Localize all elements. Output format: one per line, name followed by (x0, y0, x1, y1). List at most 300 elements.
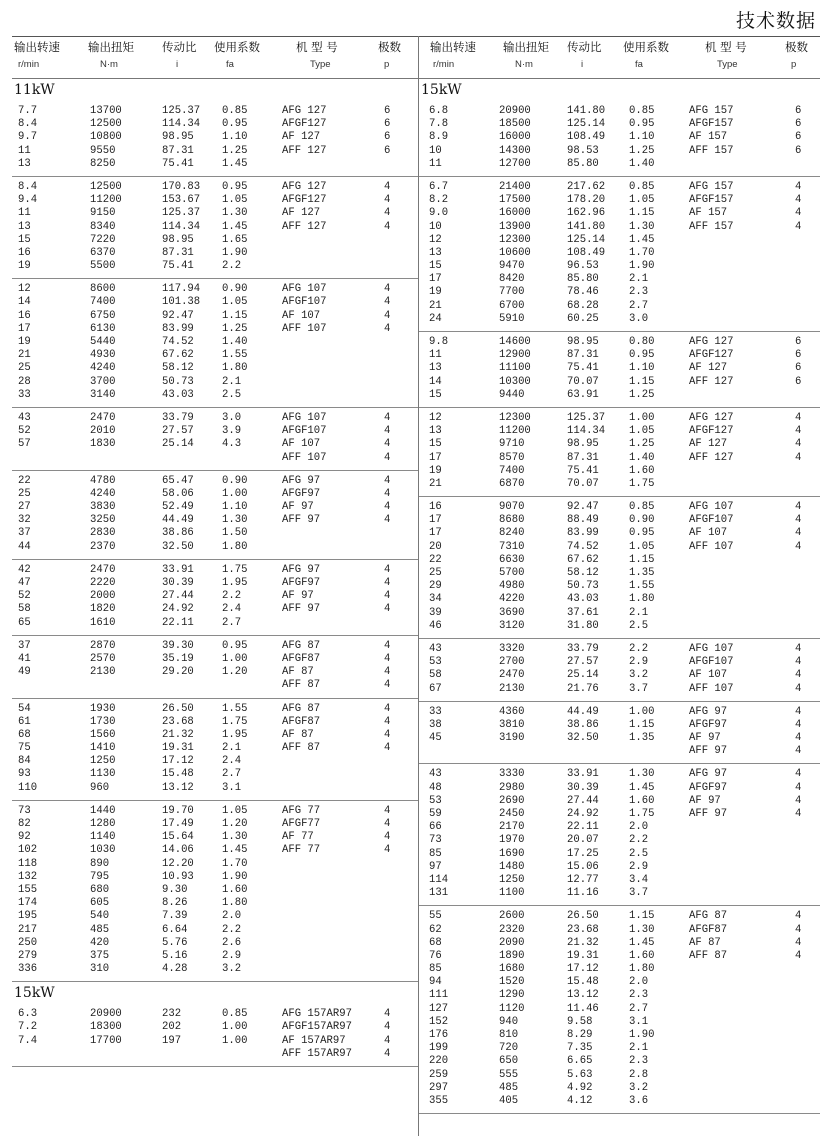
cell-speed: 17 (429, 451, 442, 464)
cell-speed: 355 (429, 1094, 449, 1107)
cell-ratio: 96.53 (567, 260, 599, 273)
cell-speed: 6.7 (429, 180, 449, 193)
header-poles: 极数 (378, 40, 401, 54)
cell-service-factor: 1.30 (629, 923, 655, 936)
cell-torque: 3140 (90, 388, 116, 401)
cell-service-factor: 1.90 (222, 870, 248, 883)
cell-torque: 2130 (499, 682, 525, 695)
cell-speed: 67 (429, 682, 442, 695)
cell-torque: 680 (90, 883, 110, 896)
cell-poles: 4 (384, 474, 391, 487)
cell-poles: 6 (795, 362, 802, 375)
cell-torque: 4240 (90, 487, 116, 500)
cell-service-factor: 1.95 (222, 577, 248, 589)
cell-poles: 4 (384, 639, 391, 652)
cell-speed: 29 (429, 580, 442, 593)
cell-model-type: AF 107 (689, 669, 728, 682)
cell-speed: 25 (18, 362, 31, 375)
cell-speed: 217 (18, 923, 38, 936)
cell-speed: 19 (18, 336, 31, 348)
cell-service-factor: 1.10 (222, 501, 248, 514)
cell-torque: 1120 (499, 1002, 525, 1015)
cell-ratio: 125.14 (567, 233, 606, 246)
cell-poles: 4 (795, 180, 802, 193)
cell-model-type: AF 97 (282, 590, 314, 603)
cell-ratio: 22.11 (567, 821, 599, 834)
cell-torque: 810 (499, 1029, 519, 1041)
cell-model-type: AF 107 (282, 309, 321, 322)
unit-ratio: i (581, 59, 584, 70)
cell-model-type: AFG 87 (282, 702, 321, 715)
cell-torque: 18500 (499, 118, 531, 131)
cell-speed: 43 (429, 642, 442, 655)
cell-torque: 890 (90, 857, 110, 870)
table-row (12, 362, 418, 375)
cell-model-type: AFG 87 (689, 910, 728, 923)
table-group (419, 408, 820, 497)
cell-model-type: AFGF157AR97 (282, 1021, 352, 1034)
cell-speed: 297 (429, 1081, 449, 1094)
cell-torque: 8600 (90, 283, 116, 296)
cell-speed: 43 (429, 768, 442, 781)
cell-poles: 4 (384, 1008, 391, 1021)
cell-ratio: 9.58 (567, 1015, 593, 1028)
cell-poles: 6 (795, 131, 802, 144)
cell-speed: 41 (18, 652, 31, 665)
cell-speed: 131 (429, 887, 449, 900)
cell-torque: 1130 (90, 768, 116, 781)
cell-ratio: 15.06 (567, 860, 599, 873)
cell-speed: 53 (429, 794, 442, 807)
cell-poles: 4 (795, 682, 802, 695)
unit-ratio: i (176, 59, 179, 70)
cell-service-factor: 3.0 (629, 312, 649, 325)
cell-torque: 2470 (90, 411, 116, 424)
cell-speed: 21 (429, 477, 442, 490)
cell-torque: 4780 (90, 474, 116, 487)
cell-ratio: 43.03 (162, 388, 194, 401)
table-row (12, 1008, 418, 1021)
cell-ratio: 15.48 (162, 768, 194, 781)
cell-ratio: 85.80 (567, 157, 599, 170)
cell-service-factor: 2.3 (629, 989, 649, 1002)
cell-speed: 21 (429, 299, 442, 312)
table-group (419, 332, 820, 408)
cell-speed: 58 (18, 603, 31, 616)
cell-service-factor: 3.1 (629, 1015, 649, 1028)
cell-ratio: 67.62 (162, 349, 194, 362)
cell-speed: 22 (18, 474, 31, 487)
cell-poles: 4 (384, 831, 391, 844)
table-row (419, 158, 820, 171)
cell-model-type: AFF 87 (689, 949, 728, 962)
table-group (12, 177, 418, 279)
cell-service-factor: 3.7 (629, 682, 649, 695)
table-row (12, 897, 418, 910)
cell-speed: 12 (429, 233, 442, 246)
table-row (12, 412, 418, 425)
cell-torque: 5910 (499, 312, 525, 325)
cell-model-type: AFG 107 (282, 411, 327, 424)
cell-service-factor: 1.00 (222, 652, 248, 665)
cell-model-type: AFGF157 (689, 194, 734, 207)
cell-service-factor: 2.8 (629, 1068, 649, 1081)
cell-model-type: AFF 87 (282, 742, 321, 755)
cell-service-factor: 1.20 (222, 666, 248, 679)
table-row (419, 768, 820, 781)
cell-speed: 17 (429, 273, 442, 286)
cell-ratio: 114.34 (162, 118, 201, 131)
cell-speed: 19 (429, 286, 442, 299)
cell-torque: 12700 (499, 157, 531, 170)
cell-ratio: 92.47 (567, 501, 599, 514)
cell-poles: 4 (384, 652, 391, 665)
cell-model-type: AFG 157 (689, 180, 734, 193)
cell-poles: 4 (384, 220, 391, 233)
table-row (419, 808, 820, 821)
cell-speed: 118 (18, 857, 38, 870)
cell-poles: 6 (795, 118, 802, 131)
cell-service-factor: 2.5 (629, 619, 649, 632)
table-row (419, 452, 820, 465)
cell-ratio: 117.94 (162, 283, 201, 296)
cell-poles: 4 (384, 844, 391, 857)
cell-model-type: AFF 107 (282, 322, 327, 335)
cell-poles: 4 (384, 1047, 391, 1060)
table-row (12, 475, 418, 488)
table-row (419, 412, 820, 425)
cell-torque: 14300 (499, 144, 531, 157)
cell-speed: 9.0 (429, 207, 449, 220)
cell-service-factor: 3.9 (222, 425, 242, 438)
cell-service-factor: 1.95 (222, 728, 248, 741)
cell-poles: 4 (384, 702, 391, 715)
cell-service-factor: 2.7 (629, 299, 649, 312)
cell-ratio: 38.86 (162, 527, 194, 540)
cell-service-factor: 1.30 (222, 514, 248, 527)
cell-service-factor: 0.90 (629, 514, 655, 527)
header-speed: 输出转速 (430, 40, 476, 54)
cell-speed: 132 (18, 870, 38, 883)
cell-torque: 9070 (499, 501, 525, 514)
cell-torque: 2570 (90, 652, 116, 665)
cell-ratio: 50.73 (162, 375, 194, 388)
cell-poles: 4 (795, 768, 802, 781)
cell-ratio: 44.49 (162, 514, 194, 527)
cell-service-factor: 0.90 (222, 474, 248, 487)
cell-torque: 3700 (90, 375, 116, 388)
cell-torque: 4360 (499, 705, 525, 718)
cell-model-type: AFGF87 (282, 715, 321, 728)
table-row (12, 296, 418, 309)
cell-torque: 8240 (499, 527, 525, 540)
table-row (419, 118, 820, 131)
cell-ratio: 38.86 (567, 718, 599, 731)
table-row (419, 438, 820, 451)
right-table (419, 38, 820, 1114)
cell-service-factor: 1.10 (222, 131, 248, 144)
cell-poles: 4 (384, 194, 391, 207)
cell-model-type: AFGF77 (282, 818, 321, 830)
cell-ratio: 19.31 (162, 742, 194, 755)
cell-speed: 176 (429, 1029, 449, 1041)
table-row (12, 145, 418, 158)
power-label: 11kW (14, 82, 55, 98)
cell-torque: 5440 (90, 336, 116, 348)
cell-model-type: AF 87 (282, 728, 314, 741)
table-row (419, 234, 820, 247)
cell-service-factor: 1.70 (222, 857, 248, 870)
table-row (12, 376, 418, 389)
table-row (12, 527, 418, 540)
cell-service-factor: 1.25 (629, 144, 655, 157)
table-group (419, 101, 820, 177)
cell-torque: 375 (90, 949, 110, 962)
table-row (419, 567, 820, 580)
cell-ratio: 20.07 (567, 834, 599, 847)
table-row (419, 963, 820, 976)
cell-ratio: 98.95 (567, 438, 599, 451)
cell-service-factor: 3.2 (629, 669, 649, 682)
cell-torque: 10600 (499, 246, 531, 259)
cell-poles: 4 (384, 1034, 391, 1047)
cell-torque: 7400 (499, 464, 525, 477)
cell-service-factor: 1.45 (629, 936, 655, 949)
cell-torque: 1890 (499, 949, 525, 962)
cell-service-factor: 1.60 (629, 794, 655, 807)
cell-service-factor: 2.3 (629, 286, 649, 299)
cell-model-type: AFGF97 (282, 487, 321, 500)
cell-ratio: 44.49 (567, 705, 599, 718)
cell-poles: 6 (795, 144, 802, 157)
cell-speed: 34 (429, 593, 442, 606)
cell-torque: 12500 (90, 180, 122, 193)
cell-ratio: 35.19 (162, 652, 194, 665)
cell-speed: 13 (429, 362, 442, 375)
cell-service-factor: 3.7 (629, 887, 649, 900)
cell-service-factor: 1.10 (629, 362, 655, 375)
cell-model-type: AFG 97 (282, 474, 321, 487)
table-row (419, 286, 820, 299)
cell-service-factor: 1.90 (629, 1029, 655, 1041)
cell-speed: 24 (429, 312, 442, 325)
cell-speed: 62 (429, 923, 442, 936)
cell-model-type: AF 157 (689, 207, 728, 220)
table-row (12, 234, 418, 247)
cell-ratio: 4.28 (162, 963, 188, 976)
cell-service-factor: 1.15 (629, 718, 655, 731)
cell-torque: 1610 (90, 616, 116, 629)
cell-torque: 310 (90, 963, 110, 976)
table-row (419, 221, 820, 234)
cell-service-factor: 2.1 (629, 606, 649, 619)
cell-ratio: 75.41 (567, 362, 599, 375)
cell-speed: 28 (18, 375, 31, 388)
cell-torque: 2320 (499, 923, 525, 936)
cell-ratio: 83.99 (162, 322, 194, 335)
cell-ratio: 17.25 (567, 847, 599, 860)
cell-model-type: AFGF127 (689, 349, 734, 362)
cell-model-type: AFF 127 (282, 220, 327, 233)
cell-speed: 9.7 (18, 131, 38, 144)
cell-torque: 960 (90, 781, 110, 794)
table-row (419, 1082, 820, 1095)
table-group (12, 1004, 418, 1067)
cell-speed: 48 (429, 781, 442, 794)
cell-service-factor: 2.1 (629, 273, 649, 286)
cell-service-factor: 1.40 (222, 336, 248, 348)
cell-poles: 6 (795, 105, 802, 117)
unit-model-type: Type (717, 59, 738, 70)
cell-model-type: AFF 107 (689, 682, 734, 695)
cell-service-factor: 0.95 (222, 639, 248, 652)
cell-torque: 1970 (499, 834, 525, 847)
cell-speed: 195 (18, 910, 38, 923)
table-row (419, 514, 820, 527)
cell-model-type: AFF 157 (689, 144, 734, 157)
cell-ratio: 23.68 (162, 715, 194, 728)
cell-ratio: 83.99 (567, 527, 599, 540)
cell-model-type: AFG 97 (689, 768, 728, 781)
cell-torque: 1730 (90, 715, 116, 728)
cell-ratio: 92.47 (162, 309, 194, 322)
table-row (12, 831, 418, 844)
cell-ratio: 19.31 (567, 949, 599, 962)
table-row (419, 821, 820, 834)
table-row (419, 554, 820, 567)
cell-service-factor: 1.45 (629, 781, 655, 794)
cell-service-factor: 1.65 (222, 233, 248, 246)
table-row (419, 273, 820, 286)
cell-ratio: 27.57 (567, 656, 599, 669)
cell-poles: 6 (384, 118, 391, 131)
cell-torque: 2870 (90, 639, 116, 652)
cell-speed: 57 (18, 438, 31, 451)
left-table (12, 38, 418, 1067)
cell-torque: 9440 (499, 388, 525, 401)
cell-speed: 220 (429, 1055, 449, 1068)
table-row (419, 887, 820, 900)
table-row (12, 207, 418, 220)
cell-speed: 33 (429, 705, 442, 718)
cell-ratio: 33.91 (567, 768, 599, 781)
table-row (12, 1048, 418, 1061)
cell-torque: 1410 (90, 742, 116, 755)
cell-speed: 16 (429, 501, 442, 514)
cell-ratio: 25.14 (567, 669, 599, 682)
cell-model-type: AFGF97 (689, 781, 728, 794)
cell-speed: 17 (429, 527, 442, 540)
cell-poles: 4 (384, 451, 391, 464)
cell-speed: 68 (429, 936, 442, 949)
cell-ratio: 30.39 (567, 781, 599, 794)
cell-torque: 11200 (90, 194, 122, 207)
cell-ratio: 12.20 (162, 857, 194, 870)
cell-ratio: 98.53 (567, 144, 599, 157)
cell-speed: 17 (429, 514, 442, 527)
cell-speed: 15 (429, 260, 442, 273)
table-row (419, 782, 820, 795)
cell-model-type: AFG 127 (282, 180, 327, 193)
header-model-type: 机 型 号 (705, 40, 747, 54)
cell-ratio: 24.92 (567, 808, 599, 820)
cell-service-factor: 0.85 (629, 501, 655, 514)
cell-model-type: AFG 107 (282, 283, 327, 296)
cell-speed: 16 (18, 246, 31, 259)
cell-speed: 66 (429, 821, 442, 834)
cell-service-factor: 0.95 (629, 527, 655, 540)
cell-service-factor: 1.45 (222, 157, 248, 170)
table-row (419, 910, 820, 923)
cell-torque: 21400 (499, 180, 531, 193)
cell-service-factor: 1.05 (222, 194, 248, 207)
cell-poles: 4 (795, 794, 802, 807)
cell-speed: 13 (429, 425, 442, 438)
cell-torque: 1030 (90, 844, 116, 857)
cell-service-factor: 1.80 (629, 963, 655, 976)
cell-ratio: 37.61 (567, 606, 599, 619)
cell-service-factor: 1.05 (629, 540, 655, 553)
table-row (12, 910, 418, 923)
cell-model-type: AFGF127 (282, 118, 327, 131)
cell-service-factor: 2.7 (222, 768, 242, 781)
cell-torque: 6750 (90, 309, 116, 322)
cell-ratio: 5.63 (567, 1068, 593, 1081)
cell-speed: 17 (18, 322, 31, 335)
cell-ratio: 108.49 (567, 131, 606, 144)
table-row (12, 105, 418, 118)
cell-ratio: 5.76 (162, 936, 188, 949)
cell-speed: 13 (429, 246, 442, 259)
cell-ratio: 232 (162, 1008, 182, 1021)
cell-speed: 9.4 (18, 194, 38, 207)
cell-poles: 4 (384, 438, 391, 451)
cell-speed: 85 (429, 847, 442, 860)
cell-speed: 85 (429, 963, 442, 976)
table-row (419, 105, 820, 118)
table-row (419, 643, 820, 656)
table-group (419, 177, 820, 332)
cell-service-factor: 2.2 (222, 590, 242, 603)
header-poles: 极数 (785, 40, 808, 54)
cell-torque: 7310 (499, 540, 525, 553)
cell-poles: 4 (795, 732, 802, 745)
cell-service-factor: 2.3 (629, 1055, 649, 1068)
table-row (12, 729, 418, 742)
cell-torque: 14600 (499, 336, 531, 348)
cell-ratio: 153.67 (162, 194, 201, 207)
cell-torque: 2450 (499, 808, 525, 820)
cell-ratio: 6.64 (162, 923, 188, 936)
table-row (12, 742, 418, 755)
cell-model-type: AF 97 (689, 794, 721, 807)
cell-service-factor: 1.45 (629, 233, 655, 246)
table-row (12, 349, 418, 362)
cell-ratio: 65.47 (162, 474, 194, 487)
table-row (12, 950, 418, 963)
cell-ratio: 87.31 (162, 144, 194, 157)
cell-service-factor: 0.95 (222, 180, 248, 193)
table-row (419, 376, 820, 389)
cell-speed: 73 (429, 834, 442, 847)
table-row (419, 732, 820, 745)
cell-torque: 8340 (90, 220, 116, 233)
cell-poles: 4 (384, 666, 391, 679)
cell-speed: 27 (18, 501, 31, 514)
table-row (12, 844, 418, 857)
cell-speed: 15 (429, 388, 442, 401)
cell-model-type: AFGF107 (282, 296, 327, 309)
